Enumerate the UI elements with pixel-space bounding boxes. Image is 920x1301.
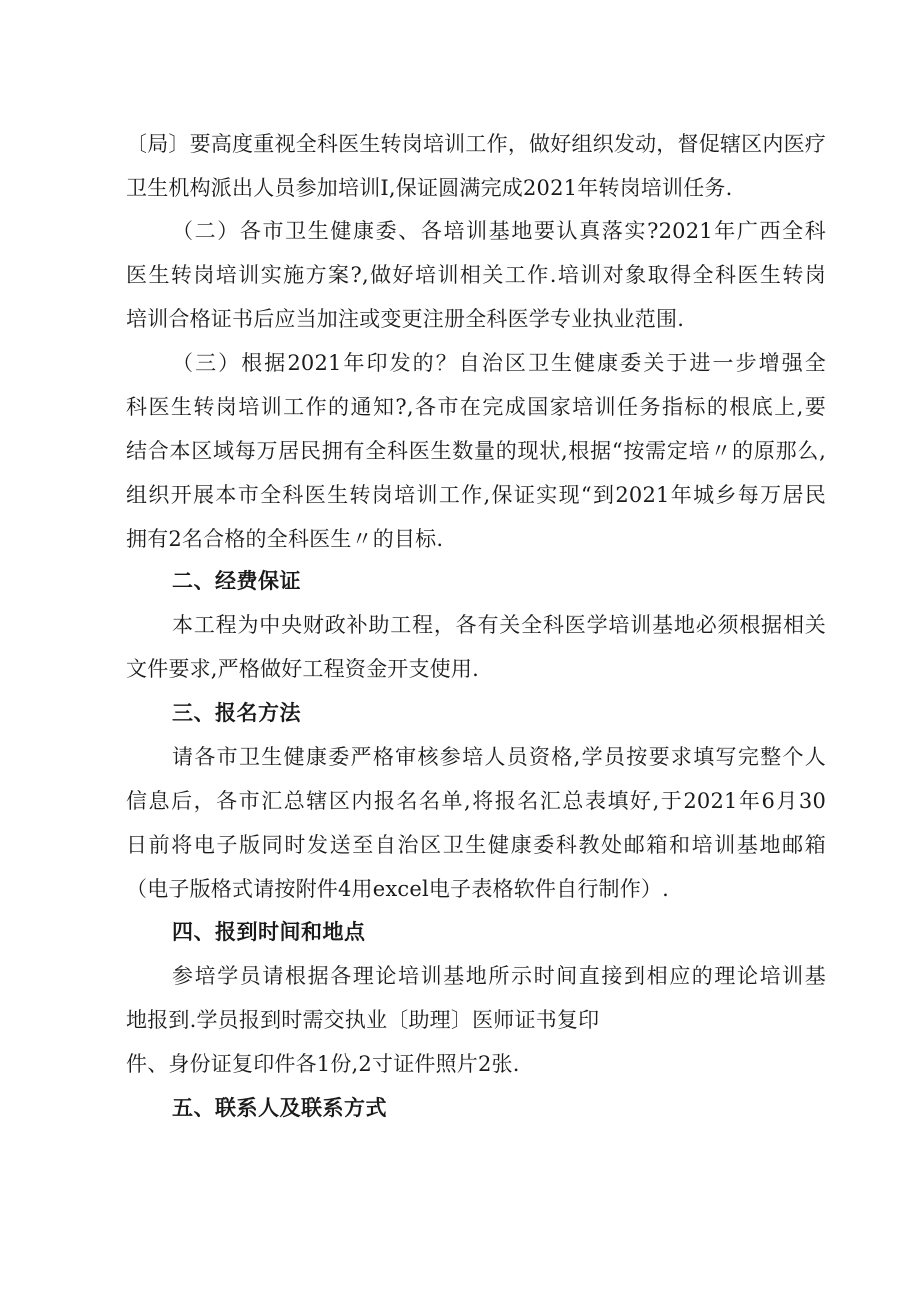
section-heading bbox=[126, 567, 826, 595]
text-line: 请各市卫生健康委严格审核参培人员资格,学员按要求填写完整个人 bbox=[172, 745, 826, 769]
text-line: 文件要求,严格做好工程资金开支使用. bbox=[126, 657, 479, 681]
text-line: 参培学员请根据各理论培训基地所示时间直接到相应的理论培训基 bbox=[172, 964, 826, 988]
text-line: 培训合格证书后应当加注或变更注册全科医学专业执业范围. bbox=[126, 307, 685, 331]
text-line: 医生转岗培训实施方案?,做好培训相关工作.培训对象取得全科医生转岗 bbox=[126, 263, 826, 287]
paragraph-continuation bbox=[126, 130, 826, 202]
heading-funding: 二、经费保证 bbox=[172, 569, 301, 593]
paragraph-time-location bbox=[126, 962, 826, 1078]
text-line: 拥有2名合格的全科医生〃的目标. bbox=[126, 527, 444, 551]
text-line: 信息后，各市汇总辖区内报名名单,将报名汇总表填好,于2021年6月30 bbox=[126, 789, 826, 813]
section-heading bbox=[126, 1094, 826, 1122]
text-line: 科医生转岗培训工作的通知?,各市在完成国家培训任务指标的根底上,要 bbox=[126, 395, 826, 419]
text-line: （电子版格式请按附件4用excel电子表格软件自行制作）. bbox=[126, 877, 670, 901]
paragraph-section-2 bbox=[126, 217, 826, 333]
text-line: 组织开展本市全科医生转岗培训工作,保证实现“到2021年城乡每万居民 bbox=[126, 483, 826, 507]
text-line: 件、身份证复印件各1份,2寸证件照片2张. bbox=[126, 1052, 520, 1076]
section-heading bbox=[126, 699, 826, 727]
text-line: 结合本区域每万居民拥有全科医生数量的现状,根据“按需定培〃的原那么, bbox=[126, 439, 826, 463]
section-heading bbox=[126, 918, 826, 946]
text-line: 本工程为中央财政补助工程，各有关全科医学培训基地必须根据相关 bbox=[172, 613, 826, 637]
paragraph-funding bbox=[126, 611, 826, 683]
text-line: （三）根据2021年印发的？自治区卫生健康委关于进一步增强全 bbox=[172, 351, 826, 375]
text-line: 卫生机构派出人员参加培训I,保证圆满完成2021年转岗培训任务. bbox=[126, 176, 733, 200]
text-line: （二）各市卫生健康委、各培训基地要认真落实?2021年广西全科 bbox=[172, 219, 826, 243]
text-line: 日前将电子版同时发送至自治区卫生健康委科教处邮箱和培训基地邮箱 bbox=[126, 833, 826, 857]
text-line: 〔局〕要高度重视全科医生转岗培训工作，做好组织发动，督促辖区内医疗 bbox=[126, 132, 826, 156]
heading-contact: 五、联系人及联系方式 bbox=[172, 1096, 387, 1120]
heading-registration: 三、报名方法 bbox=[172, 701, 301, 725]
paragraph-registration bbox=[126, 743, 826, 903]
heading-time-location: 四、报到时间和地点 bbox=[172, 920, 366, 944]
paragraph-section-3 bbox=[126, 349, 826, 553]
text-line: 地报到.学员报到时需交执业〔助理〕医师证书复印 bbox=[126, 1008, 600, 1032]
